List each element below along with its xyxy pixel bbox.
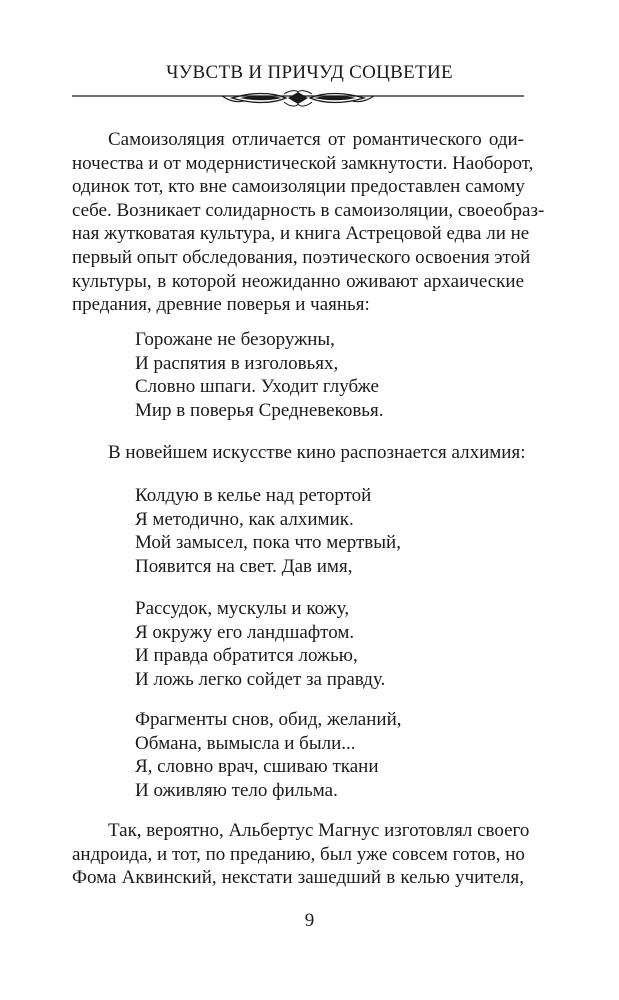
decorative-flourish-icon: [72, 88, 524, 112]
paragraph-line: ная жутковатая культура, и книга Астрецовой едва ли не: [72, 223, 530, 245]
paragraph-line: первый опыт обследования, поэтического освоения этой: [72, 246, 531, 268]
verse-line: Я, словно врач, сшиваю ткани: [135, 756, 379, 777]
verse-line: И ложь легко сойдет за правду.: [135, 668, 386, 690]
verse-line: И оживляю тело фильма.: [135, 779, 338, 801]
verse-line: Фрагменты снов, обид, желаний,: [135, 709, 402, 730]
paragraph-line: Так, вероятно, Альбертус Магнус изготовлял своего: [108, 820, 530, 841]
verse-line: Я окружу его ландшафтом.: [135, 621, 355, 643]
verse-line: Мир в поверья Средневековья.: [135, 399, 384, 421]
verse-line: Я методично, как алхимик.: [135, 508, 354, 530]
paragraph-1: [72, 128, 545, 317]
verse-line: Колдую в келье над ретортой: [135, 485, 372, 506]
paragraph-line: Фома Аквинский, некстати зашедший в келью учителя,: [72, 867, 524, 889]
verse-line: Обмана, вымысла и были...: [135, 732, 356, 754]
verse-line: Горожане не безоружны,: [135, 329, 335, 350]
verse-line: Мой замысел, пока что мертвый,: [135, 532, 401, 553]
page-number: 9: [304, 910, 315, 931]
paragraph-line: предания, древние поверья и чаянья:: [72, 294, 370, 316]
paragraph-line: себе. Возникает солидарность в самоизоляции, своеобраз-: [72, 199, 545, 221]
paragraph-line: одинок тот, кто вне самоизоляции предоставлен самому: [72, 176, 525, 198]
paragraph-line: ночества и от модернистической замкнутости. Наоборот,: [72, 152, 534, 174]
verse-line: И правда обратится ложью,: [135, 645, 358, 666]
paragraph-line: андроида, и тот, по преданию, был уже совсем готов, но: [72, 843, 525, 865]
paragraph-line: В новейшем искусстве кино распознается алхимия:: [108, 442, 526, 463]
poem-stanza-2: [135, 484, 401, 578]
poem-stanza-1: [135, 328, 383, 422]
running-title: ЧУВСТВ И ПРИЧУД СОЦВЕТИЕ: [166, 62, 453, 83]
verse-line: И распятия в изголовьях,: [135, 352, 339, 374]
verse-line: Появится на свет. Дав имя,: [135, 555, 353, 577]
paragraph-line: культуры, в которой неожиданно оживают архаические: [72, 270, 524, 292]
poem-stanza-3: [135, 597, 385, 691]
paragraph-3: [72, 819, 530, 890]
verse-line: Рассудок, мускулы и кожу,: [135, 598, 350, 619]
poem-stanza-4: [135, 708, 401, 802]
paragraph-2: [72, 441, 524, 465]
paragraph-line: Самоизоляция отличается от романтического оди-: [108, 129, 524, 150]
verse-line: Словно шпаги. Уходит глубже: [135, 376, 379, 397]
